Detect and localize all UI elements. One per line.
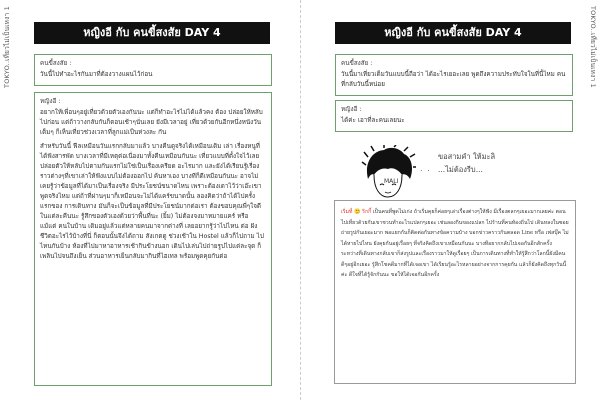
character-avatar-illustration: [360, 145, 416, 201]
story-text: เป็นคนที่พูดไม่เก่ง ถ้าเริ่มคุยก็ค่อยๆเล่าเรื่องต่างๆให้ฟัง มีเรื่องตลกๆเยอะมากเลยค่ะ ตอนไปเที่ยวด้วยกันเขาชวนทำอะไรแปลกๆเยอะ เช่นลองกินของแปลก ไปร้านที่คนท้องถิ่นไป เดินหลงในซอย ถ่ายรูปกันเยอะมาก พอแยกกันก็ติดต่อกันทางข้อความบ้าง บอกข่าวคราวกันตลอด Line หรือ เฟสบุ๊ค ไม่ได้หายไปไหน ยังคุยกันอยู่เรื่อยๆ ที่จริงคิดถึงเขาเหมือนกันนะ บางทีอยากกลับไปเจอกันอีกสักครั้ง ระหว่างที่เดินทางกลับเขาก็ส่งรูปและเรื่องราวมาให้ดูเรื่อยๆ เป็นการเดินทางที่ทำให้รู้สึกว่าโลกนี้ยังมีคนดีๆอยู่อีกเยอะ รู้สึกโชคดีมากที่ได้เจอเขา ได้เรียนรู้อะไรหลายอย่างจากการคุยกัน แล้วก็ยังคิดถึงทุกวันนี้ค่ะ ดีใจที่ได้รู้จักกันนะ ขอให้ได้เจอกันอีกครั้ง: [341, 209, 569, 278]
answer-box: [335, 100, 573, 132]
speaker-label: คนขี้สงสัย :: [341, 60, 373, 67]
question-box: [335, 54, 573, 96]
speaker-label: คนขี้สงสัย :: [40, 60, 72, 67]
question-text: วันนี้มาเที่ยวเต็มวันแบบนี้ถือว่า ได้อะไรเยอะเลย พูดถึงความประทับใจในที่นี้ไหม คนที่กลับวันนี้หน่อย: [341, 71, 566, 88]
thought-line: ...ไม่ต้องรีบ...: [438, 165, 483, 174]
book-spine-left: TOKYO..เที่ยวไม่เป็นเหงา 1: [3, 6, 11, 88]
answer-paragraph: สำหรับวันนี้ ฟีลเหมือนวันแรกกลับมาแล้ว บางคืนดูจริงได้เหมือนเดิม เล่า เรื่องหนูที่ได้ฟังสารพัด บางเวลาที่มีเหตุต่อเนื่องมาทั้งคืนเหมือนกันนะ เที่ยวแบบที่ตั้งใจไว้เลย ปล่อยตัวให้หลับไปตามกันแรกไม่ใช่เป็นเรื่องเครียด อะไรมาก และยังได้เรียนรู้เรื่องราวต่างๆที่เขาเล่าให้ฟังแบบไม่ต้องออกไป ค้นหาเอง บางทีก็ดีเหมือนกันนะ อาจไม่เคยรู้ว่าข้อมูลที่ได้มาเป็นเรื่องจริง มีประโยชน์ขนาดไหน เพราะต้องเดาไว้ว่าเอ๊ะเขาพูดจริงไหม แต่ถ้าที่ผ่านๆมาก็เหมือนจะไม่ได้แคร์ขนาดนั้น ลองคิดว่าถ้าได้ไปครั้งแรกของ การเดินทาง มันก็จะเป็นข้อมูลที่มีประโยชน์มากต่อเรา ต้องขอบคุณพี่ๆใจดีในแต่ละคืนนะ รู้สึกของตัวเองด้วยว่าพื้นที่นะ (ยิ้ม) ไม่ต้องจงมาหมายแคร์ หรือ แม้แต่ คนในบ้าน เดิมอยู่แล้วแต่หลายคนมาจากต่างที่ เลยอยากรู้ว่าไปไหน ต่อ ฝังชีวิตอะไรไว้บ้างที่นี่ ก็ตอนนั้นจึงได้ถาม สังเกตดู ช่วงเช้าใน Hostel แล้วก็ไปถาม ไปไหนกันบ้าง ห้องที่ไปมาหาอาหารเช้ากินข้างนอก เดินไปเล่นไปถ่ายรูปไปแต่ละจุด ก็เพลินไปจนถึงเย็น ส่วนอาหารเย็นกลับมากินที่ไฮเทล พร้อมพูดคุยกันต่อ: [40, 143, 264, 260]
page-title: หญิงอี กับ คนขี้สงสัย DAY 4: [335, 22, 571, 44]
question-box: [34, 54, 272, 86]
highlighted-name: เริ่มที่ 🙂 ริกกี้: [341, 209, 372, 215]
page-title: หญิงอี กับ คนขี้สงสัย DAY 4: [34, 22, 270, 44]
answer-text: ได้ค่ะ เอาที่ละคนเลยนะ: [341, 117, 405, 124]
speaker-label: หญิงอี :: [341, 106, 362, 113]
book-spine-right: TOKYO..เที่ยวไม่เป็นเหงา 1: [589, 6, 597, 88]
thought-bubble-text: [438, 150, 558, 176]
question-text: วันนี้ไปทำอะไรกันมาที่ต้องวางแผนไว้ก่อน: [40, 71, 153, 78]
story-box: [334, 200, 576, 384]
answer-box: [34, 92, 272, 386]
avatar-name-label: MALI: [384, 178, 399, 185]
answer-paragraph: อยากให้เพื่อนๆอยู่เที่ยวด้วยตัวเองกันนะ แต่ก็ทำอะไรไม่ได้แล้วคง ต้อง ปล่อยให้หลับไปก่อน แต่ถ้าวางกลับกันก็ตอนเช้าๆนั่นเลย ยังมีเวลาอยู่ เที่ยวด้วยกันอีกหนึ่งหนังวันเต็มๆ ก็เห็นเที่ยวช่วงเวลาที่ลูกแม่เป็นห่วงละ กัน: [40, 109, 263, 136]
thought-dots: . .: [420, 164, 431, 173]
speaker-label: หญิงอี :: [40, 98, 61, 105]
thought-line: ขอสามคำ ให้มะลิ: [438, 152, 496, 161]
